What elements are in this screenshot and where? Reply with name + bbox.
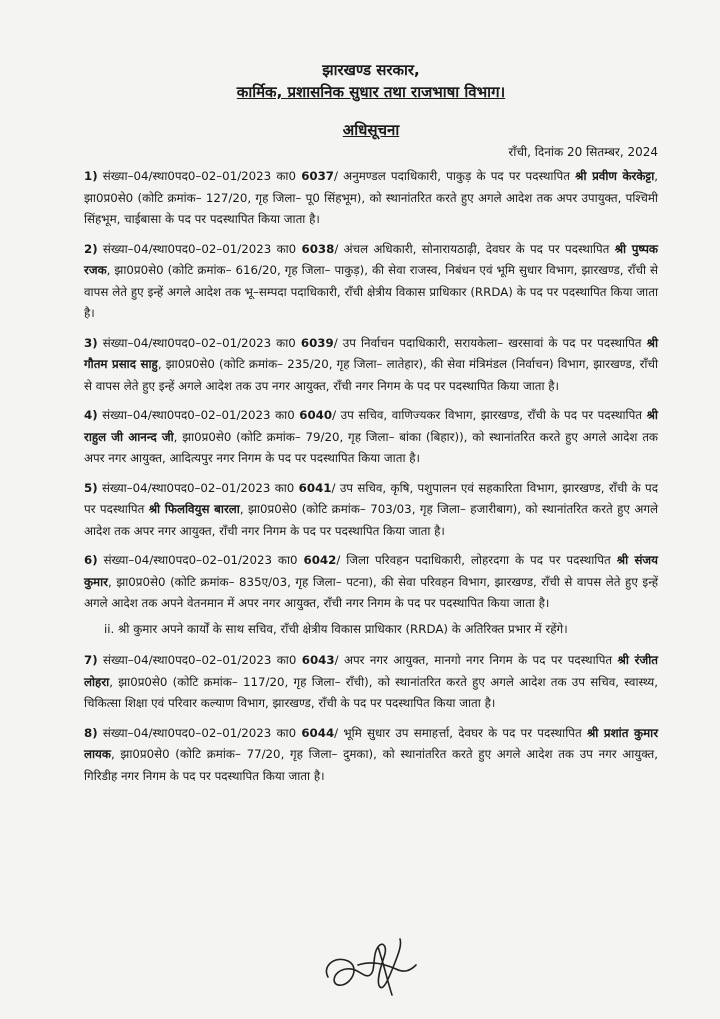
paragraph-number: 6) [84, 553, 98, 567]
paragraph-number: 2) [84, 241, 98, 256]
paragraph-number: 4) [84, 408, 98, 422]
order-text: , झा0प्र0से0 (कोटि क्रमांक– 235/20, गृह जिला– लातेहार), की सेवा मंत्रिमंडल (निर्वाचन) विभाग, झारखण्ड, राँची से वापस लेते हुए इन्हें अगले आदेश तक उप नगर आयुक्त, राँची नगर निगम के पद पर पदस्थापित किया जाता है। [84, 357, 659, 393]
paragraph-list [84, 166, 658, 787]
posting-text: / उप निर्वाचन पदाधिकारी, सरायकेला– खरसावां के पद पर पदस्थापित [333, 335, 642, 350]
reference-number: संख्या–04/स्था0पद0–02–01/2023 का0 [101, 480, 295, 495]
posting-text: / अपर नगर आयुक्त, मानगो नगर निगम के पद पर पदस्थापित [334, 653, 613, 667]
order-number: 6040 [299, 408, 333, 422]
officer-name: श्री फिलवियुस बारला [148, 502, 240, 516]
paragraph-2 [84, 239, 658, 325]
order-text: , झा0प्र0से0 (कोटि क्रमांक– 835ए/03, गृह जिला– पटना), की सेवा परिवहन विभाग, झारखण्ड, राँची से वापस लेते हुए इन्हें अगले आदेश तक अपने वेतनमान में अपर नगर आयुक्त, राँची नगर निगम के पद पर पदस्थापित किया जाता है। [84, 574, 658, 610]
order-number: 6041 [298, 480, 332, 495]
order-number: 6039 [300, 335, 334, 350]
document-title: अधिसूचना [342, 121, 400, 139]
paragraph-5 [84, 478, 658, 543]
paragraph-4 [84, 405, 658, 470]
posting-text: / जिला परिवहन पदाधिकारी, लोहरदगा के पद पर पदस्थापित [336, 553, 611, 567]
posting-text: / अनुमण्डल पदाधिकारी, पाकुड़ के पद पर पदस्थापित [334, 169, 570, 183]
paragraph-8 [84, 723, 658, 788]
officer-name: श्री प्रशांत कुमार लायक [84, 725, 659, 761]
reference-number: संख्या–04/स्था0पद0–02–01/2023 का0 [102, 408, 295, 422]
paragraph-number: 7) [84, 653, 98, 667]
reference-number: संख्या–04/स्था0पद0–02–01/2023 का0 [102, 335, 296, 350]
paragraph-number: 8) [84, 725, 98, 740]
order-text: , झा0प्र0से0 (कोटि क्रमांक– 77/20, गृह जिला– दुमका), को स्थानांतरित करते हुए अगले आदेश तक उप नगर आयुक्त, गिरिडीह नगर निगम के पद पर पदस्थापित किया जाता है। [84, 747, 658, 783]
order-text: , झा0प्र0से0 (कोटि क्रमांक– 127/20, गृह जिला– पू0 सिंहभूम), को स्थानांतरित करते हुए अगले आदेश तक अपर उपायुक्त, पश्चिमी सिंहभूम, चाईबासा के पद पर पदस्थापित किया जाता है। [84, 169, 659, 226]
officer-name: श्री गौतम प्रसाद साहु [84, 335, 659, 371]
order-number: 6043 [301, 653, 335, 667]
department-heading: कार्मिक, प्रशासनिक सुधार तथा राजभाषा विभाग। [236, 83, 506, 101]
posting-text: / उप सचिव, वाणिज्यकर विभाग, झारखण्ड, राँची के पद पर पदस्थापित [332, 408, 643, 422]
order-number: 6038 [301, 241, 335, 256]
officer-name: श्री पुष्पक रजक [84, 241, 658, 277]
paragraph-number: 3) [84, 335, 98, 350]
reference-number: संख्या–04/स्था0पद0–02–01/2023 का0 [102, 169, 296, 183]
officer-name: श्री राहुल जी आनन्द जी [84, 408, 658, 444]
reference-number: संख्या–04/स्था0पद0–02–01/2023 का0 [102, 653, 297, 667]
paragraph-6 [84, 550, 658, 615]
posting-text: / उप सचिव, कृषि, पशुपालन एवं सहकारिता विभाग, झारखण्ड, राँची के पद पर पदस्थापित [84, 480, 658, 516]
paragraph-3 [84, 333, 658, 398]
order-text: , झा0प्र0से0 (कोटि क्रमांक– 79/20, गृह जिला– बांका (बिहार)), को स्थानांतरित करते हुए अगले आदेश तक अपर नगर आयुक्त, आदित्यपुर नगर निगम के पद पर पदस्थापित किया जाता है। [84, 429, 658, 465]
govt-heading: झारखण्ड सरकार, [322, 61, 420, 79]
posting-text: / अंचल अधिकारी, सोनारायठाढ़ी, देवघर के पद पर पदस्थापित [334, 241, 610, 256]
paragraph-number: 1) [84, 169, 98, 183]
date-line: राँची, दिनांक 20 सितम्बर, 2024 [508, 145, 658, 159]
order-number: 6042 [303, 553, 337, 567]
paragraph-6-subclause: ii. श्री कुमार अपने कार्यों के साथ सचिव, राँची क्षेत्रीय विकास प्राधिकार (RRDA) के अतिरिक्त प्रभार में रहेंगे। [104, 621, 568, 636]
order-text: , झा0प्र0से0 (कोटि क्रमांक– 616/20, गृह जिला– पाकुड़), की सेवा राजस्व, निबंधन एवं भूमि सुधार विभाग, झारखण्ड, राँची से वापस लेते हुए इन्हें अगले आदेश तक भू–सम्पदा पदाधिकारी, राँची क्षेत्रीय विकास प्राधिकार (RRDA) के पद पर पदस्थापित किया जाता है। [84, 263, 658, 320]
order-text: , झा0प्र0से0 (कोटि क्रमांक– 117/20, गृह जिला– राँची), को स्थानांतरित करते हुए अगले आदेश तक उप सचिव, स्वास्थ्य, चिकित्सा शिक्षा एवं परिवार कल्याण विभाग, झारखण्ड, राँची के पद पर पदस्थापित किया जाता है। [84, 674, 658, 710]
officer-name: श्री रंजीत लोहरा [84, 653, 658, 689]
officer-name: श्री संजय कुमार [84, 553, 659, 589]
reference-number: संख्या–04/स्था0पद0–02–01/2023 का0 [102, 241, 297, 256]
posting-text: / भूमि सुधार उप समाहर्त्ता, देवघर के पद पर पदस्थापित [334, 725, 582, 740]
order-number: 6044 [301, 725, 335, 740]
reference-number: संख्या–04/स्था0पद0–02–01/2023 का0 [102, 725, 297, 740]
paragraph-1 [84, 166, 658, 231]
paragraph-number: 5) [84, 480, 98, 495]
reference-number: संख्या–04/स्था0पद0–02–01/2023 का0 [103, 553, 298, 567]
signature-image [318, 925, 426, 1005]
order-number: 6037 [301, 169, 335, 183]
paragraph-7 [84, 650, 658, 715]
order-text: , झा0प्र0से0 (कोटि क्रमांक– 703/03, गृह जिला– हजारीबाग), को स्थानांतरित करते हुए अगले आदेश तक अपर नगर आयुक्त, राँची नगर निगम के पद पर पदस्थापित किया जाता है। [84, 502, 658, 538]
officer-name: श्री प्रवीण केरकेट्टा [575, 169, 655, 183]
